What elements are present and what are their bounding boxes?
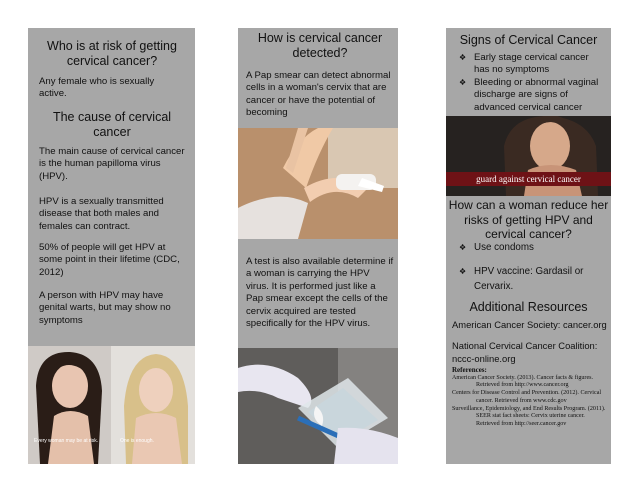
risk-heading: Who is at risk of getting cervical cancer? [47, 39, 177, 68]
women-photo-illustration [28, 346, 195, 464]
panel-risk-and-cause [28, 28, 195, 464]
detect-text: A Pap smear can detect abnormal cells in a woman's cervix that are cancer or have the potential of becoming [246, 70, 391, 119]
photo-caption-left: Every woman may be at risk. [34, 438, 99, 444]
slide-photo-illustration [238, 348, 398, 464]
signs-heading: Signs of Cervical Cancer [459, 33, 598, 47]
reduce-risk-list [454, 242, 604, 294]
pap-smear-exam-photo [238, 128, 398, 239]
guard-campaign-banner [446, 116, 611, 196]
risk-text: Any female who is sexually active. [39, 76, 155, 100]
slide-sample-photo [238, 348, 398, 464]
photo-caption-right: One is enough. [120, 438, 154, 444]
references-label: References: [452, 366, 487, 374]
diamond-bullet-icon: ❖ [459, 77, 467, 87]
diamond-bullet-icon: ❖ [459, 243, 467, 252]
hpv-test-text: A test is also available determine if a woman is carrying the HPV virus. It is performed just like a Pap smear except the cells of the cervix acquired are tested specifically for the HPV virus. [246, 256, 394, 330]
resource-link[interactable]: National Cervical Cancer Coalition: nccc-online.org [452, 340, 598, 364]
cause-paragraph: A person with HPV may have genital warts, but may show no symptoms [39, 290, 171, 326]
diamond-bullet-icon: ❖ [459, 53, 467, 62]
reference-entry: American Cancer Society. (2013). Cancer facts & figures. Retrieved from http://www.cancer.org [452, 374, 594, 389]
diamond-bullet-icon: ❖ [459, 267, 467, 277]
cause-paragraph: HPV is a sexually transmitted disease that both males and females can contract. [39, 196, 164, 232]
reference-entry: Centers for Disease Control and Prevention. (2012). Cervical cancer. Retrieved from www.cdc.gov [452, 390, 602, 404]
cause-paragraph: The main cause of cervical cancer is the human papilloma virus (HPV). [39, 146, 185, 182]
cause-heading: The cause of cervical cancer [52, 110, 172, 139]
resources-heading: Additional Resources [469, 300, 588, 314]
signs-list-item: ❖ Bleeding or abnormal vaginal discharge are signs of advanced cervical cancer [459, 76, 599, 113]
exam-photo-illustration [238, 128, 398, 239]
reference-entry: Surveillance, Epidemiology, and End Results Program. (2011). SEER stat fact sheets: Cervix uterine cancer. Retrieved from http://seer.cancer.gov [452, 405, 606, 427]
signs-list [454, 52, 606, 114]
panel-detection [238, 28, 398, 464]
banner-tagline: guard against cervical cancer [446, 172, 611, 186]
panel-signs-and-resources [446, 28, 611, 464]
detect-heading: How is cervical cancer detected? [257, 31, 383, 60]
signs-list-item: ❖ Early stage cervical cancer has no symptoms [459, 52, 589, 76]
women-campaign-photo [28, 346, 195, 464]
cause-paragraph: 50% of people will get HPV at some point in their lifetime (CDC, 2012) [39, 242, 180, 278]
reduce-risk-item: ❖ Use condoms [459, 242, 534, 253]
resource-link[interactable]: American Cancer Society: cancer.org [452, 319, 607, 330]
reduce-risk-heading: How can a woman reduce her risks of getting HPV and cervical cancer? [448, 198, 609, 241]
reduce-risk-item: ❖ HPV vaccine: Gardasil or Cervarix. [459, 266, 584, 293]
references [452, 367, 608, 429]
